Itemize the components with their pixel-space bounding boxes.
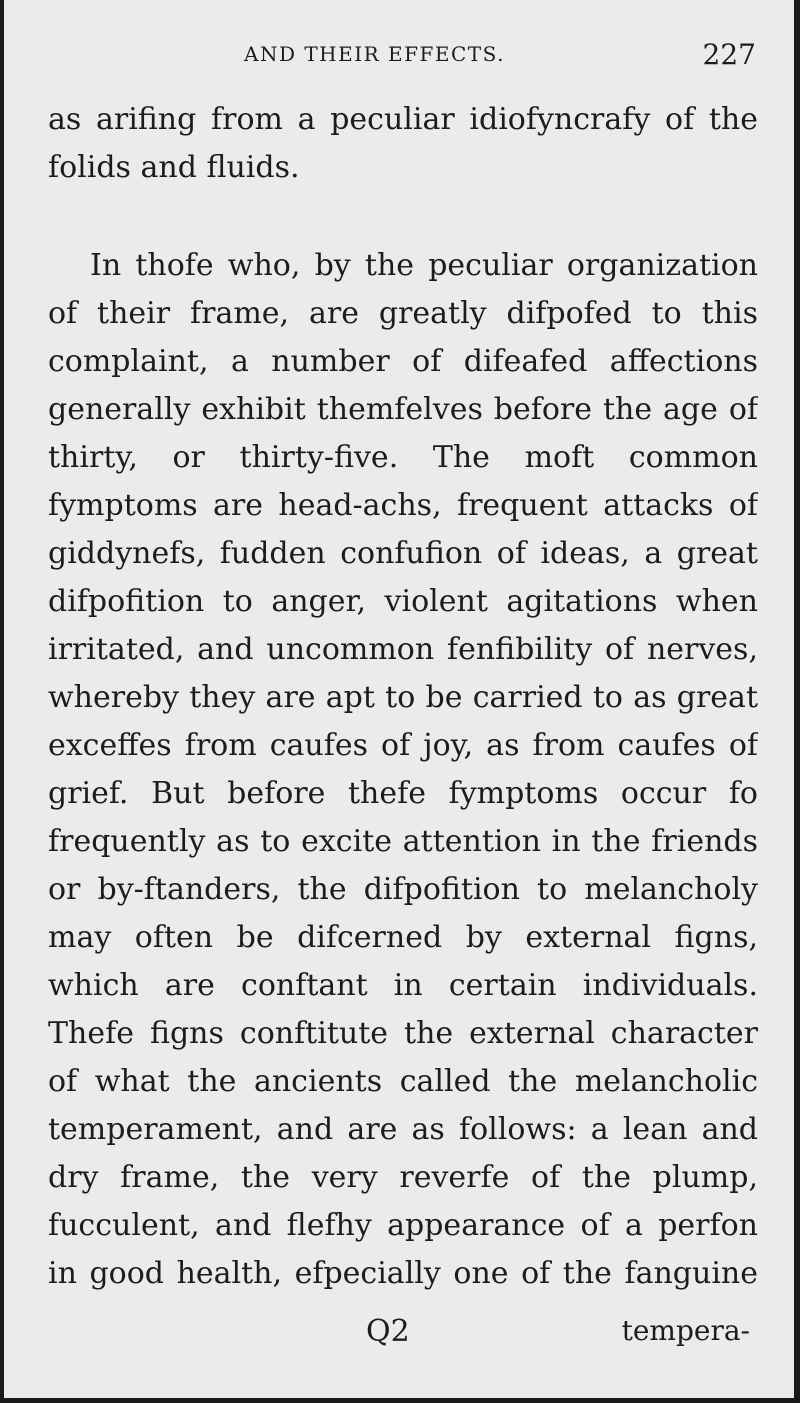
- text-line: which are conftant in certain individuals.: [48, 968, 758, 1003]
- body-text: [48, 96, 758, 1298]
- page-footer: [4, 1314, 794, 1364]
- running-head: AND THEIR EFFECTS.: [244, 42, 505, 66]
- text-line: folids and fluids.: [48, 150, 300, 185]
- text-line: frequently as to excite attention in the friends: [48, 824, 758, 859]
- text-line: dry frame, the very reverfe of the plump,: [48, 1160, 758, 1195]
- catchword: tempera-: [621, 1314, 750, 1347]
- text-line: difpofition to anger, violent agitations when: [48, 584, 758, 619]
- text-line: grief. But before thefe fymptoms occur fo: [48, 776, 758, 811]
- text-line: In thofe who, by the peculiar organization: [90, 248, 758, 283]
- text-line: fucculent, and flefhy appearance of a perfon: [48, 1208, 758, 1243]
- text-line: fymptoms are head-achs, frequent attacks of: [48, 488, 758, 523]
- page-number: 227: [702, 38, 756, 71]
- signature-mark: Q2: [366, 1314, 410, 1349]
- book-page: [4, 0, 794, 1398]
- text-line: whereby they are apt to be carried to as great: [48, 680, 758, 715]
- text-line: giddynefs, fudden confufion of ideas, a great: [48, 536, 758, 571]
- paragraph-2: [48, 242, 758, 1298]
- text-line: may often be difcerned by external figns,: [48, 920, 758, 955]
- text-line: of their frame, are greatly difpofed to this: [48, 296, 758, 331]
- page-header: [4, 38, 794, 82]
- text-line: generally exhibit themfelves before the age of: [48, 392, 758, 427]
- text-line: in good health, efpecially one of the fanguine: [48, 1256, 758, 1291]
- text-line: complaint, a number of difeafed affections: [48, 344, 758, 379]
- text-line: of what the ancients called the melancholic: [48, 1064, 758, 1099]
- paragraph-gap: [48, 192, 758, 242]
- paragraph-1: [48, 96, 758, 192]
- text-line: Thefe figns conftitute the external character: [48, 1016, 758, 1051]
- text-line: as arifing from a peculiar idiofyncrafy of the: [48, 102, 758, 137]
- text-line: temperament, and are as follows: a lean and: [48, 1112, 758, 1147]
- text-line: irritated, and uncommon fenfibility of nerves,: [48, 632, 758, 667]
- text-line: thirty, or thirty-five. The moft common: [48, 440, 758, 475]
- text-line: exceffes from caufes of joy, as from caufes of: [48, 728, 758, 763]
- text-line: or by-ftanders, the difpofition to melancholy: [48, 872, 758, 907]
